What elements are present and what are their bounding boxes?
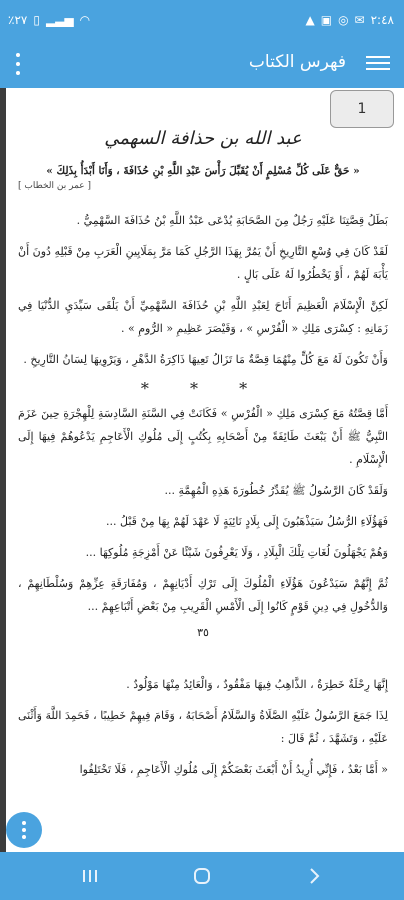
hadith-quote: « حَقٌّ عَلَى كُلِّ مُسْلِمٍ أَنْ يُقَبِّلَ رَأْسَ عَبْدِ اللَّهِ بْنِ حُذَافَةَ ، وَأَنَا أَبْدَأُ بِذَلِكَ » — [46, 165, 360, 177]
dot-icon — [22, 821, 26, 825]
paragraph: ثُمَّ إِنَّهُمْ سَيَدْعُونَ هَؤُلَاءِ الْمُلُوكَ إِلَى تَرْكِ أَدْيَانِهِمْ ، وَمُفَارَقَةِ عِزِّهِمْ وَسُلْطَانِهِمْ ، وَالدُّخُولِ فِي دِينِ قَوْمٍ كَانُوا إِلَى الْأَمْسِ الْقَرِيبِ مِنْ بَعْضِ أَتْبَاعِهِمْ ... — [18, 577, 388, 613]
image-icon: ▣ — [320, 13, 333, 27]
clock-time: ٢:٤٨ — [370, 13, 394, 27]
paragraph: فَهَؤُلَاءِ الرُّسُلُ سَيَذْهَبُونَ إِلَى بِلَادٍ نَائِيَةٍ لَا عَهْدَ لَهُمْ بِهَا مِنْ قَبْلُ ... — [106, 515, 388, 528]
paragraph: إِنَّهَا رِحْلَةٌ خَطِرَةٌ ، الذَّاهِبُ فِيهَا مَفْقُودٌ ، وَالْعَائِدُ مِنْهَا مَوْلُودٌ . — [126, 678, 388, 691]
paragraph: « أَمَّا بَعْدُ ، فَإِنِّي أُرِيدُ أَنْ أَبْعَثَ بَعْضَكُمْ إِلَى مُلُوكِ الْأَعَاجِمِ ، فَلَا تَخْتَلِفُوا — [79, 763, 388, 776]
paragraph: وَهُمْ يَجْهَلُونَ لُغَاتِ تِلْكَ الْبِلَادِ ، وَلَا يَعْرِفُونَ شَيْئًا عَنْ أَمْزِجَةِ مُلُوكِهَا ... — [85, 546, 388, 559]
whatsapp-icon: ◎ — [338, 13, 349, 27]
paragraph: بَطَلُ قِصَّتِنَا عَلَيْهِ رَجُلٌ مِنَ الصَّحَابَةِ يُدْعَى عَبْدُ اللَّهِ بْنُ حُذَافَةَ السَّهْمِيُّ . — [76, 214, 388, 227]
more-options-icon[interactable] — [14, 53, 22, 75]
dot-icon — [22, 828, 26, 832]
status-right-icons — [305, 13, 394, 27]
paragraph: وَلَقَدْ كَانَ الرَّسُولُ ﷺ يُقَدِّرُ خُطُورَةَ هَذِهِ الْمُهِمَّةِ ... — [164, 484, 388, 497]
paragraph: لَكِنَّ الْإِسْلَامَ الْعَظِيمَ أَتَاحَ لِعَبْدِ اللَّهِ بْنِ حُذَافَةَ السَّهْمِيِّ أَنْ يَلْقَى سَيِّدَيِ الدُّنْيَا فِي زَمَانِهِ : كِسْرَى مَلِكِ « الْفُرْسِ » ، وَقَيْصَرَ عَظِيمِ « الرُّومِ » . — [18, 299, 388, 335]
app-bar — [0, 40, 404, 88]
back-chevron-icon[interactable] — [304, 866, 324, 886]
notification-icon: ▲ — [305, 13, 315, 27]
battery-percent: ٪٢٧ — [8, 13, 28, 27]
page-content — [18, 128, 388, 789]
floating-menu-button[interactable] — [6, 812, 42, 848]
home-icon[interactable] — [192, 866, 212, 886]
app-bar-title: فهرس الكتاب — [248, 52, 346, 72]
paragraph: لِذَا جَمَعَ الرَّسُولُ عَلَيْهِ الصَّلَاةُ وَالسَّلَامُ أَصْحَابَهُ ، وَقَامَ فِيهِمْ خَطِيبًا ، فَحَمِدَ اللَّهَ وَأَثْنَى عَلَيْهِ ، وَتَشَهَّدَ ، ثُمَّ قَالَ : — [18, 709, 388, 745]
recent-apps-icon[interactable] — [80, 866, 100, 886]
wifi-icon: ◠ — [79, 13, 91, 27]
status-bar — [0, 0, 404, 40]
status-left-icons — [8, 13, 90, 27]
paragraph: وَأَنْ تَكُونَ لَهُ مَعَ كُلٍّ مِنْهُمَا قِصَّةٌ مَا تَزَالُ تَعِيهَا ذَاكِرَةُ الدَّهْرِ ، وَيَرْوِيهَا لِسَانُ التَّارِيخِ . — [23, 353, 388, 366]
page-number-badge[interactable]: 1 — [330, 90, 394, 128]
section-divider-stars: * * * — [140, 379, 266, 398]
dot-icon — [22, 835, 26, 839]
battery-icon: ▯ — [33, 13, 40, 27]
signal-icon: ▂▃▅ — [45, 13, 74, 27]
paragraph: أَمَّا قِصَّتُهُ مَعَ كِسْرَى مَلِكِ « الْفُرْسِ » فَكَانَتْ فِي السَّنَةِ السَّادِسَةِ لِلْهِجْرَةِ حِينَ عَزَمَ النَّبِيُّ ﷺ أَنْ يَبْعَثَ طَائِفَةً مِنْ أَصْحَابِهِ بِكُتُبٍ إِلَى مُلُوكِ الْأَعَاجِمِ يَدْعُوهُمْ فِيهَا إِلَى الْإِسْلَامِ . — [18, 407, 388, 466]
system-navigation-bar — [0, 852, 404, 900]
book-page[interactable] — [0, 88, 404, 852]
hamburger-menu-icon[interactable] — [366, 52, 390, 76]
email-icon: ✉ — [354, 13, 365, 27]
paragraph: لَقَدْ كَانَ فِي وُسْعِ التَّارِيخِ أَنْ يَمُرَّ بِهَذَا الرَّجُلِ كَمَا مَرَّ بِمَلَايِينِ الْعَرَبِ مِنْ قَبْلِهِ دُونَ أَنْ يَأْبَهَ لَهُمْ ، أَوْ يَخْطُرُوا لَهُ عَلَى بَالٍ . — [18, 245, 388, 281]
page-footer-number: ٣٥ — [197, 626, 209, 639]
chapter-title: عبد الله بن حذافة السهمي — [104, 128, 302, 149]
hadith-source: [ عمر بن الخطاب ] — [18, 181, 92, 191]
